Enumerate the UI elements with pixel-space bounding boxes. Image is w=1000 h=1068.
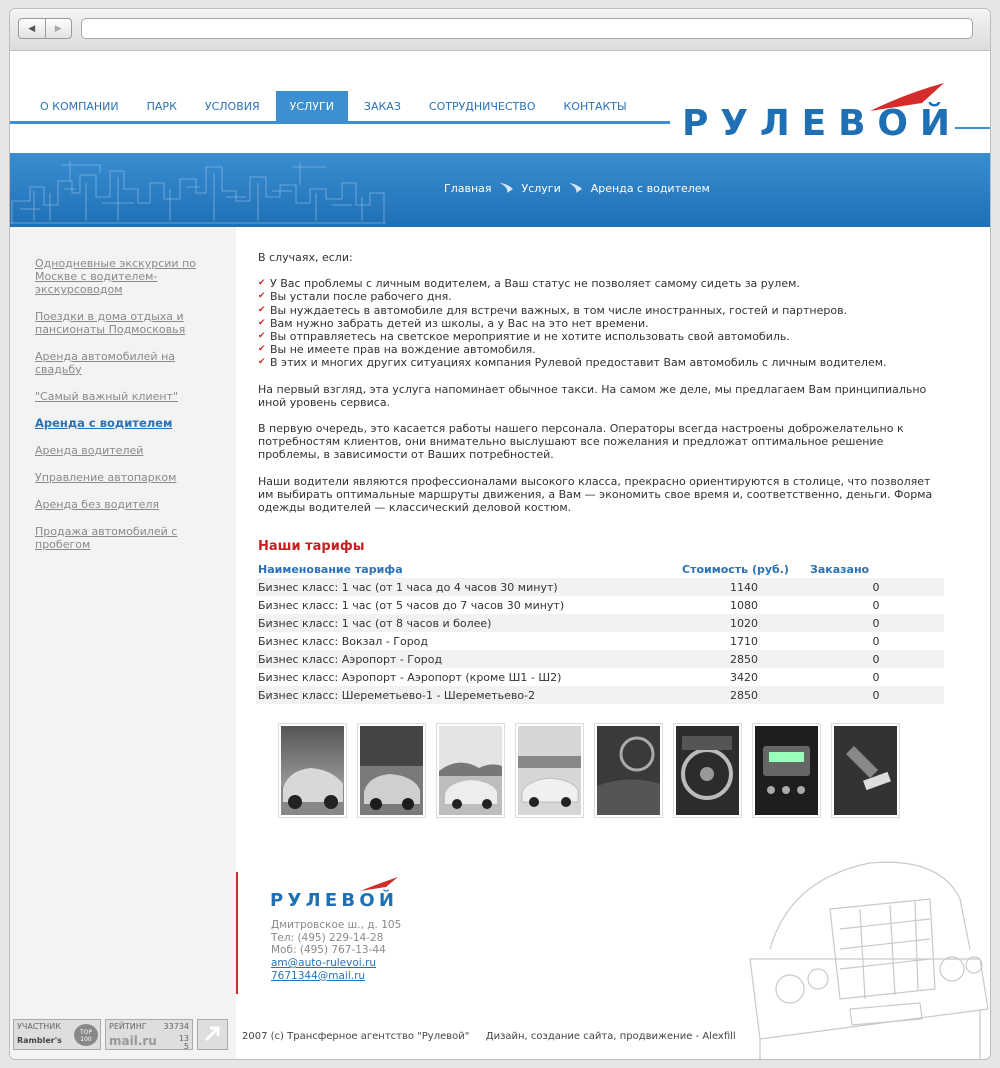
- paragraph-first-look: На первый взгляд, эта услуга напоминает обычное такси. На самом же деле, мы предлагаем Вам принципиально иной уровень сервиса.: [258, 382, 927, 409]
- counters: [13, 1019, 232, 1050]
- sidebar: [10, 227, 236, 1060]
- mailru-counter[interactable]: [105, 1019, 193, 1050]
- list-item: ✔ У Вас проблемы с личным водителем, а Ваш статус не позволяет самому сидеть за рулем.: [258, 277, 948, 290]
- logo-text: РУЛЕВОЙ: [682, 103, 950, 141]
- situations-list: [258, 277, 948, 369]
- breadcrumb-current: Аренда с водителем: [590, 181, 710, 195]
- nav-item-park[interactable]: ПАРК: [146, 100, 177, 113]
- sidebar-menu: [35, 257, 210, 565]
- car-photo-icon: [518, 726, 581, 815]
- history-buttons: [18, 18, 72, 39]
- tariff-name: Бизнес класс: Аэропорт - Город: [256, 650, 680, 668]
- breadcrumb-services[interactable]: Услуги: [521, 181, 561, 195]
- tariff-price: 1140: [680, 578, 808, 596]
- interior-photo-icon: [597, 726, 660, 815]
- tariff-name: Бизнес класс: Шереметьево-1 - Шереметьево-2: [256, 686, 680, 704]
- tariff-ordered: 0: [808, 650, 944, 668]
- intro-text: В случаях, если:: [258, 251, 353, 264]
- nav-divider-right: [955, 127, 991, 129]
- site-logo[interactable]: [682, 81, 957, 141]
- table-header-row: [256, 560, 944, 578]
- gallery-thumbnail[interactable]: [357, 723, 426, 818]
- car-photo-icon: [439, 726, 502, 815]
- nav-item-services[interactable]: УСЛУГИ: [276, 91, 348, 123]
- forward-icon[interactable]: ▶: [45, 19, 72, 38]
- list-item: ✔ В этих и многих других ситуациях компания Рулевой предоставит Вам автомобиль с личным водителем.: [258, 356, 948, 369]
- tariff-name: Бизнес класс: 1 час (от 5 часов до 7 часов 30 минут): [258, 598, 565, 612]
- list-item: ✔ Вы отправляетесь на светское мероприятие и не хотите использовать свой автомобиль.: [258, 330, 948, 343]
- gallery-thumbnail[interactable]: [673, 723, 742, 818]
- rambler-label: УЧАСТНИК: [17, 1022, 61, 1031]
- rambler-name: Rambler's: [17, 1036, 62, 1045]
- nav-item-contacts[interactable]: КОНТАКТЫ: [563, 100, 627, 113]
- tariff-ordered: 0: [808, 614, 944, 632]
- list-item: ✔ Вы нуждаетесь в автомобиле для встречи важных, в том числе иностранных, гостей и партнеров.: [258, 304, 948, 317]
- mobile-phone: Моб: (495) 767-13-44: [271, 944, 386, 957]
- sidebar-item-rent-with-driver[interactable]: Аренда с водителем: [35, 416, 173, 430]
- nav-item-cooperation[interactable]: СОТРУДНИЧЕСТВО: [428, 100, 536, 113]
- sidebar-item-rent-without-driver[interactable]: Аренда без водителя: [35, 498, 159, 511]
- list-item: ✔ Вам нужно забрать детей из школы, а у Вас на это нет времени.: [258, 317, 948, 330]
- mail-rating: 33734: [163, 1022, 189, 1031]
- tariff-name: Бизнес класс: 1 час (от 1 часа до 4 часов 30 минут): [256, 578, 680, 596]
- tariffs-section: [256, 539, 946, 704]
- sidebar-item-wedding[interactable]: Аренда автомобилей на свадьбу: [35, 350, 176, 376]
- tariff-price: 3420: [730, 670, 758, 684]
- table-row: [256, 614, 944, 632]
- table-row: [256, 632, 944, 650]
- rambler-badge: TOP 100: [74, 1024, 98, 1046]
- city-skyline-icon: [10, 153, 386, 227]
- gallery-thumbnail[interactable]: [594, 723, 663, 818]
- breadcrumb-home[interactable]: Главная: [444, 181, 492, 195]
- gallery-thumbnail[interactable]: [752, 723, 821, 818]
- nav-item-order[interactable]: ЗАКАЗ: [363, 100, 401, 113]
- main-content: [258, 251, 948, 527]
- arrow-icon: [198, 1020, 227, 1049]
- rambler-counter[interactable]: [13, 1019, 101, 1050]
- tariff-name: Бизнес класс: Вокзал - Город: [258, 634, 429, 648]
- paragraph-drivers: Наши водители являются профессионалами высокого класса, прекрасно ориентируются в столице, что позволяет им выбирать оптимальные маршруты движения, а Вам — экономить свое время и, соответственно, деньги. Форма одежды водителей — классический деловой костюм.: [258, 474, 933, 515]
- sidebar-item-vip-client[interactable]: "Самый важный клиент": [35, 390, 179, 403]
- column-header-ordered: Заказано: [810, 562, 870, 576]
- car-photo-icon: [281, 726, 344, 815]
- credits-text: Дизайн, создание сайта, продвижение - Alexfill: [485, 1031, 736, 1042]
- footer-copyright: [242, 1031, 736, 1042]
- address-bar[interactable]: [81, 18, 973, 39]
- table-row: [256, 650, 944, 668]
- mail-name: mail.ru: [109, 1034, 157, 1048]
- tariff-price: 2850: [680, 686, 808, 704]
- mail-label: РЕЙТИНГ: [109, 1022, 147, 1031]
- mail-value-a: 13: [178, 1034, 189, 1043]
- address: Дмитровское ш., д. 105: [271, 919, 402, 931]
- table-row: [256, 578, 944, 596]
- nav-item-company[interactable]: О КОМПАНИИ: [40, 100, 119, 113]
- table-row: [256, 686, 944, 704]
- breadcrumb-arrow-icon: [567, 181, 585, 195]
- nav-divider: [10, 121, 670, 124]
- car-photo-icon: [360, 726, 423, 815]
- list-item: ✔ Вы устали после рабочего дня.: [258, 290, 948, 303]
- tariff-price: 1710: [730, 634, 758, 648]
- table-row: [256, 668, 944, 686]
- list-item: ✔ Вы не имеете прав на вождение автомобиля.: [258, 343, 948, 356]
- logo-swoosh: [360, 877, 398, 891]
- gear-lever-photo-icon: [834, 726, 897, 815]
- browser-window: [9, 8, 991, 1060]
- tariff-price: 1020: [680, 614, 808, 632]
- car-sketch-icon: [730, 839, 991, 1060]
- sidebar-item-fleet-management[interactable]: Управление автопарком: [35, 471, 177, 484]
- copyright-text: 2007 (c) Трансферное агентство "Рулевой": [242, 1031, 470, 1042]
- tariff-ordered: 0: [872, 634, 880, 648]
- browser-toolbar: [10, 9, 991, 51]
- sidebar-item-rest-houses[interactable]: Поездки в дома отдыха и пансионаты Подмосковья: [35, 310, 186, 336]
- footer-logo[interactable]: [268, 877, 403, 909]
- gallery-thumbnail[interactable]: [831, 723, 900, 818]
- phone: Тел: (495) 229-14-28: [271, 931, 384, 944]
- tariff-name: Бизнес класс: Аэропорт - Аэропорт (кроме Ш1 - Ш2): [258, 670, 562, 684]
- tariff-ordered: 0: [808, 578, 944, 596]
- footer-divider: [236, 872, 238, 994]
- steering-wheel-photo-icon: [676, 726, 739, 815]
- tariffs-table: [256, 560, 944, 704]
- sidebar-item-rent-drivers[interactable]: Аренда водителей: [35, 444, 144, 457]
- photo-gallery: [278, 723, 910, 818]
- paragraph-staff: В первую очередь, это касается работы нашего персонала. Операторы всегда настроены доброжелательно к потребностям клиентов, они внимательно выслушают все пожелания и предложат оптимальное решение проблемы, в зависимости от Ваших потребностей.: [258, 422, 904, 462]
- column-header-name: Наименование тарифа: [258, 562, 403, 576]
- gallery-thumbnail[interactable]: [278, 723, 347, 818]
- column-header-price: Стоимость (руб.): [682, 562, 789, 576]
- tariff-price: 1080: [730, 598, 758, 612]
- tariffs-title: Наши тарифы: [258, 539, 365, 554]
- mail-value-b: 5: [183, 1042, 189, 1051]
- breadcrumb: [444, 181, 710, 195]
- gallery-thumbnail[interactable]: [436, 723, 505, 818]
- table-row: [256, 596, 944, 614]
- email-link-primary[interactable]: am@auto-rulevoi.ru: [271, 957, 376, 970]
- back-icon[interactable]: ◀: [28, 23, 36, 34]
- email-link-secondary[interactable]: 7671344@mail.ru: [271, 969, 366, 982]
- external-link-counter[interactable]: [197, 1019, 228, 1050]
- tariff-name: Бизнес класс: 1 час (от 8 часов и более): [256, 614, 680, 632]
- sidebar-item-used-cars[interactable]: Продажа автомобилей с пробегом: [35, 525, 178, 551]
- gallery-thumbnail[interactable]: [515, 723, 584, 818]
- tariff-ordered: 0: [872, 598, 880, 612]
- tariff-ordered: 0: [808, 686, 944, 704]
- top-navigation: [26, 91, 641, 123]
- dashboard-photo-icon: [755, 726, 818, 815]
- footer-contacts: [271, 919, 401, 983]
- sidebar-item-excursions[interactable]: Однодневные экскурсии по Москве с водителем-экскурсоводом: [35, 257, 197, 296]
- nav-item-conditions[interactable]: УСЛОВИЯ: [204, 100, 260, 113]
- tariff-ordered: 0: [872, 670, 880, 684]
- logo-text: РУЛЕВОЙ: [270, 890, 394, 909]
- tariff-price: 2850: [680, 650, 808, 668]
- breadcrumb-arrow-icon: [498, 181, 516, 195]
